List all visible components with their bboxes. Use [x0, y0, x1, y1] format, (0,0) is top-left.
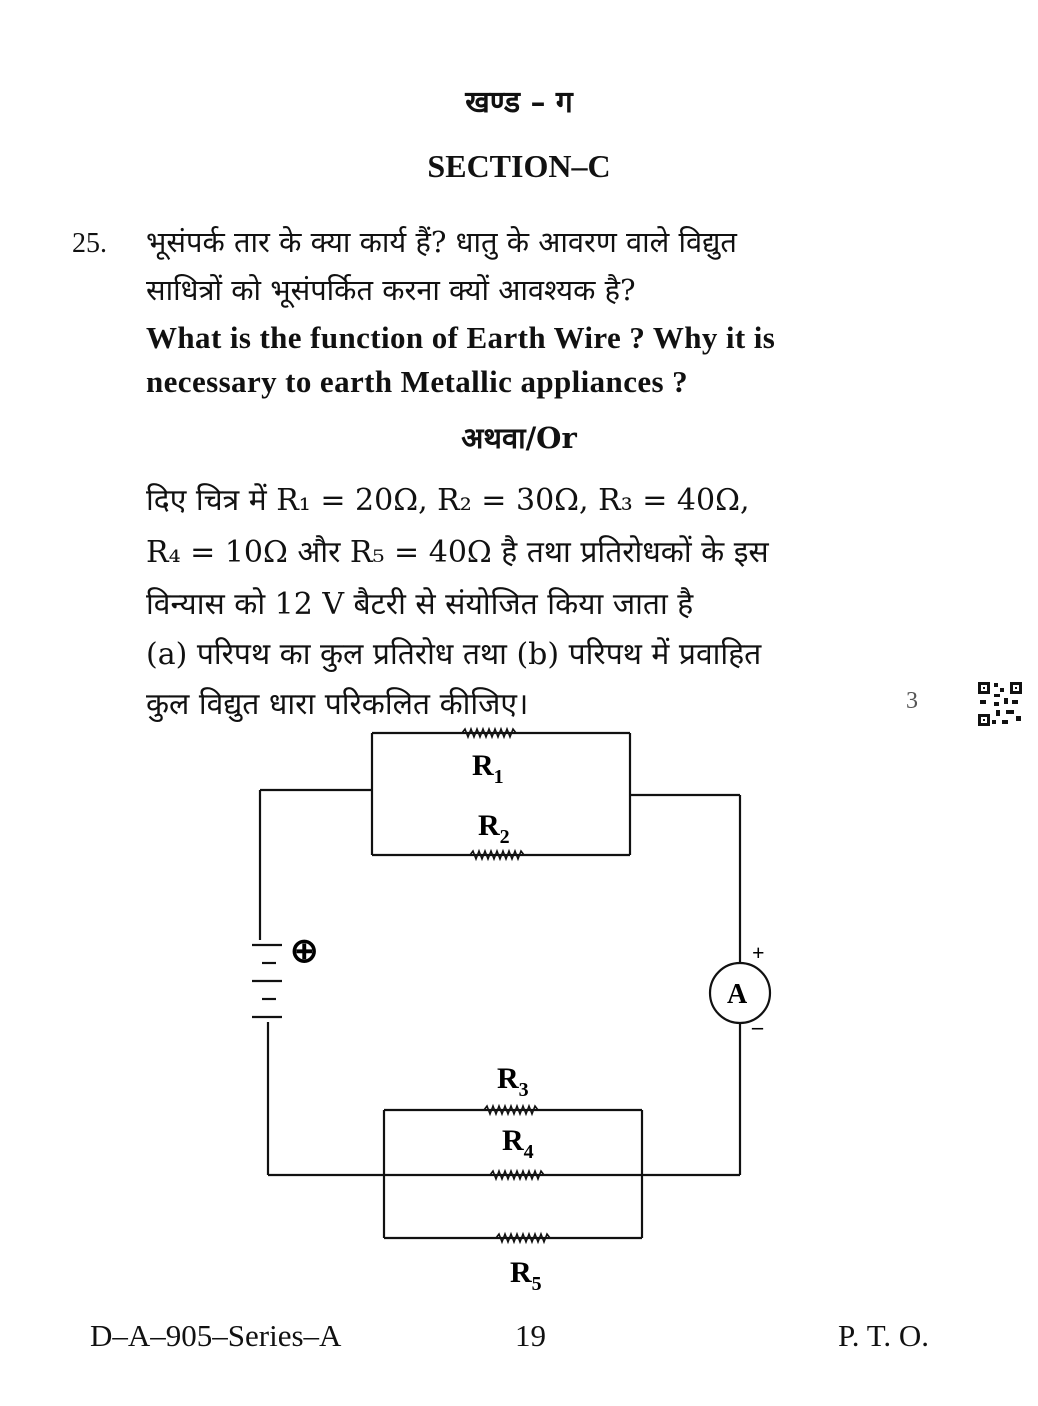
ammeter-minus-label: – — [752, 1014, 763, 1039]
label-r5: $R_5$ — [510, 1256, 542, 1295]
ammeter-plus-label: + — [752, 940, 765, 965]
label-r3: $R_3$ — [497, 1062, 529, 1101]
question-number: 25. — [72, 228, 107, 259]
alt-question-line: विन्यास को 12 V बैटरी से संयोजित किया जाता है — [146, 587, 694, 622]
label-r2: $R_2$ — [478, 809, 510, 848]
question-hindi-line: साधित्रों को भूसंपर्कित करना क्यों आवश्यक है? — [146, 273, 636, 307]
alt-question-line: (a) परिपथ का कुल प्रतिरोध तथा (b) परिपथ में प्रवाहित — [146, 637, 762, 672]
pto-label: P. T. O. — [838, 1318, 930, 1353]
alt-question-line: दिए चित्र में R₁ = 20Ω, R₂ = 30Ω, R₃ = 40Ω, — [146, 483, 750, 518]
page-number: 19 — [515, 1318, 546, 1353]
section-heading-hindi: खण्ड – ग — [465, 85, 573, 120]
paper-code: D–A–905–Series–A — [90, 1318, 342, 1353]
marks-label: 3 — [906, 688, 918, 714]
circuit-diagram — [0, 720, 1038, 1310]
question-english-line: What is the function of Earth Wire ? Why it is — [146, 320, 776, 355]
battery-positive-icon: ⊕ — [290, 933, 319, 970]
section-heading-english: SECTION–C — [427, 148, 611, 184]
or-label: अथवा/Or — [461, 421, 577, 455]
alt-question-line: कुल विद्युत धारा परिकलित कीजिए। — [146, 687, 529, 722]
question-hindi-line: भूसंपर्क तार के क्या कार्य हैं? धातु के आवरण वाले विद्युत — [146, 225, 737, 259]
question-english-line: necessary to earth Metallic appliances ? — [146, 364, 689, 399]
label-r4: $R_4$ — [502, 1124, 534, 1163]
label-r1: $R_1$ — [472, 749, 504, 788]
ammeter-label: A — [727, 979, 748, 1010]
alt-question-line: R₄ = 10Ω और R₅ = 40Ω है तथा प्रतिरोधकों के इस — [146, 535, 769, 570]
